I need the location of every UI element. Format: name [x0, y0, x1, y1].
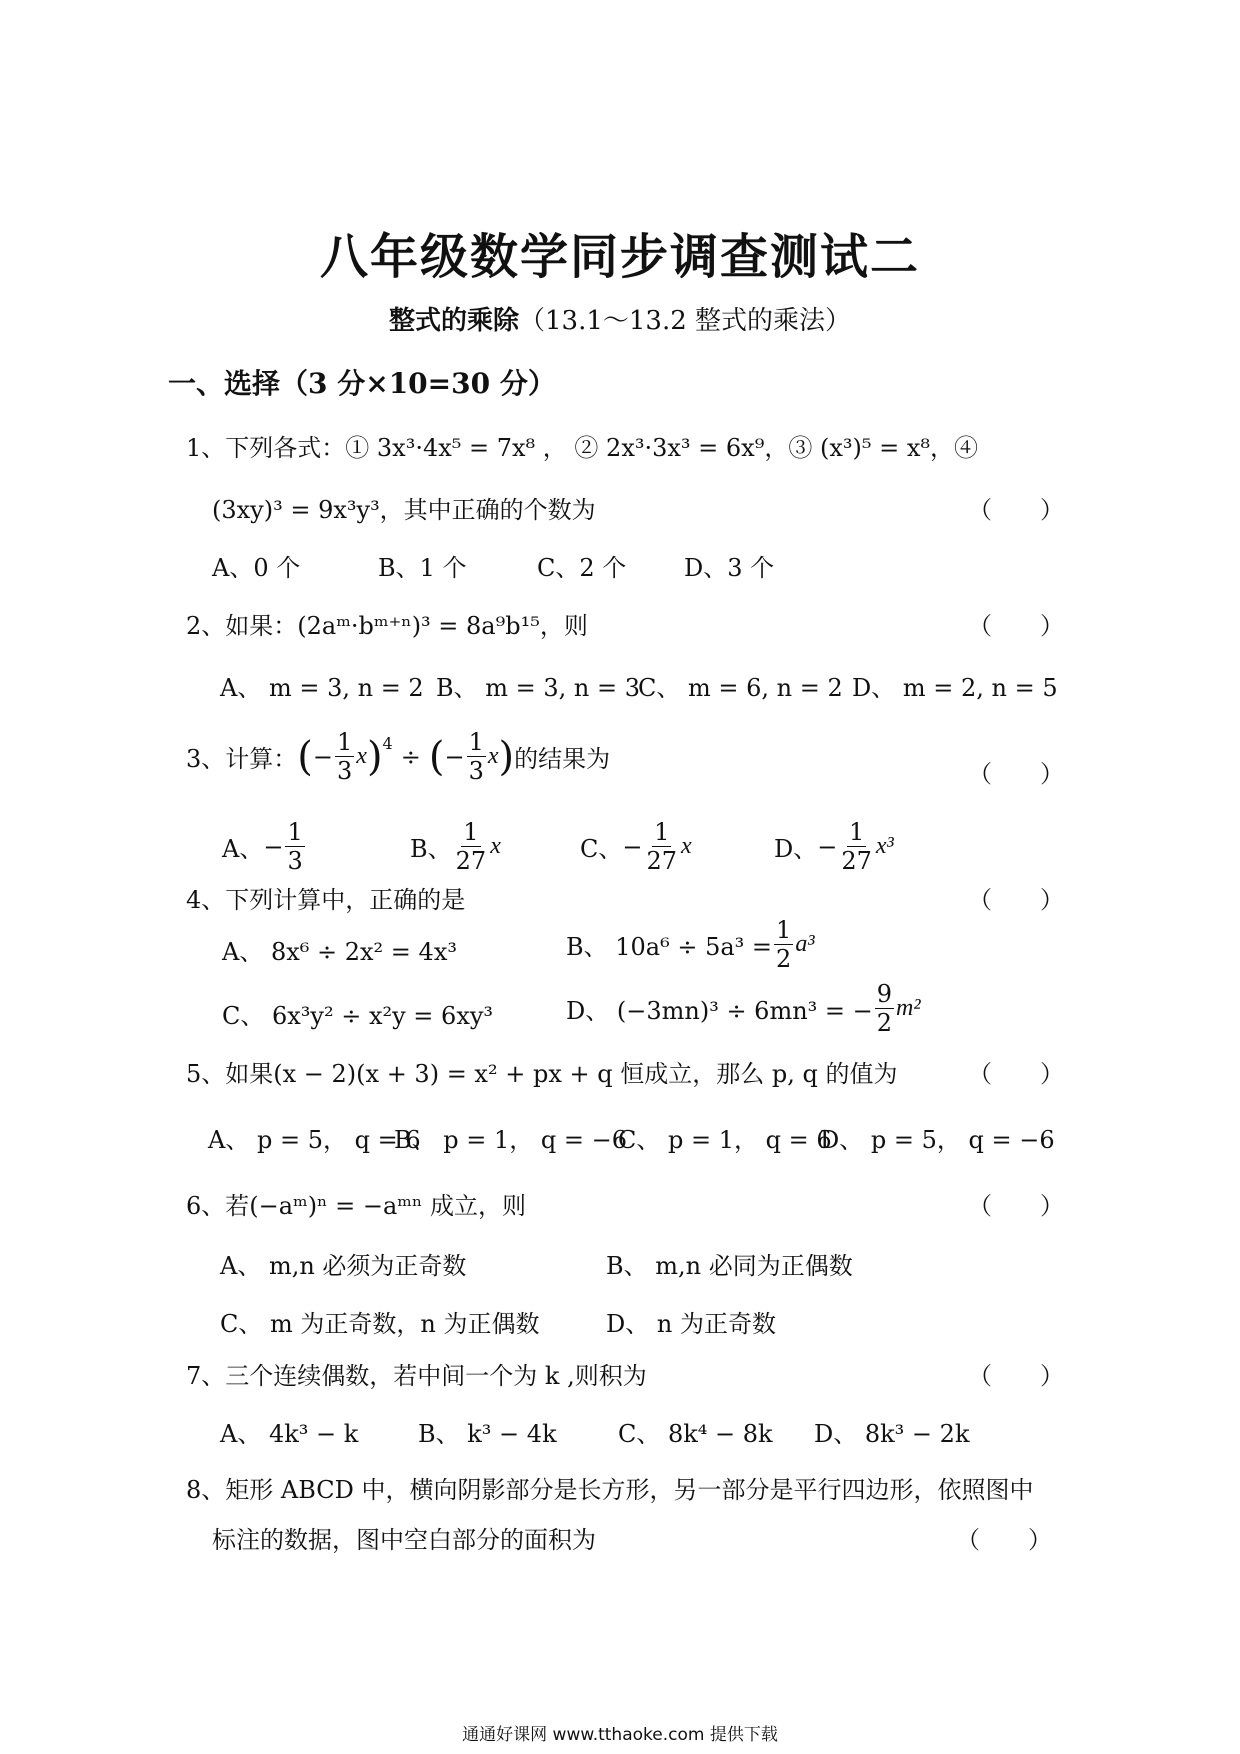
question-4-stem: 4、下列计算中，正确的是: [186, 886, 466, 914]
answer-bracket-8: （ ）: [956, 1526, 1052, 1554]
q4-b-den: 2: [776, 945, 792, 973]
q3-a-num: 1: [287, 818, 303, 846]
question-2-stem: 2、如果：(2aᵐ·bᵐ⁺ⁿ)³ = 8a⁹b¹⁵，则: [186, 612, 588, 640]
q3-d-den: 27: [841, 847, 872, 875]
q5-option-a: A、 p = 5， q = 6: [208, 1126, 421, 1154]
q4-b-num: 1: [776, 916, 792, 944]
question-6-stem: 6、若(−aᵐ)ⁿ = −aᵐⁿ 成立，则: [186, 1192, 527, 1220]
q3-b-num: 1: [463, 818, 479, 846]
q3-d-fraction: [839, 820, 874, 873]
question-7-stem: 7、三个连续偶数，若中间一个为 k ,则积为: [186, 1362, 647, 1390]
q4-option-a: A、 8x⁶ ÷ 2x² = 4x³: [222, 938, 457, 966]
answer-bracket-2: （ ）: [968, 612, 1064, 640]
question-1-line-1: 1、下列各式：① 3x³·4x⁵ = 7x⁸ ， ② 2x³·3x³ = 6x⁹，③ (x³)⁵ = x⁸，④: [186, 434, 978, 462]
answer-bracket-4: （ ）: [968, 886, 1064, 914]
q3-a-sign: −: [263, 832, 284, 861]
q3-option-c: [580, 820, 692, 873]
section-heading-choice: 一、选择（3 分×10=30 分）: [168, 367, 556, 400]
q5-option-d: D、 p = 5， q = −6: [820, 1126, 1055, 1154]
q7-option-c: C、 8k⁴ − 8k: [618, 1420, 773, 1448]
right-paren-2: ): [498, 733, 515, 780]
q3-fraction-2: [467, 730, 486, 783]
q3-suffix: 的结果为: [514, 745, 611, 773]
q4-b-fraction: [774, 918, 793, 971]
q3-b-fraction: [454, 820, 489, 873]
q3-c-fraction: [644, 820, 679, 873]
q4-d-den: 2: [876, 1009, 893, 1037]
q4-d-prefix: D、 (−3mn)³ ÷ 6mn³ = −: [566, 997, 873, 1025]
q3-c-sign: −: [622, 832, 643, 861]
q6-option-d: D、 n 为正奇数: [606, 1310, 776, 1338]
q3-var-x-1: x: [356, 743, 367, 769]
q2-option-c: C、 m = 6, n = 2: [638, 674, 843, 702]
q3-frac1-den: 3: [337, 757, 353, 785]
q2-option-b: B、 m = 3, n = 3: [436, 674, 641, 702]
q1-option-c: C、2 个: [537, 554, 627, 582]
answer-bracket-7: （ ）: [968, 1362, 1064, 1390]
question-8-line-2: 标注的数据，图中空白部分的面积为: [212, 1526, 596, 1554]
right-paren: ): [366, 733, 383, 780]
q3-frac1-num: 1: [337, 728, 353, 756]
q3-option-b: [410, 820, 501, 873]
q4-option-d: [566, 982, 921, 1035]
q3-b-den: 27: [455, 847, 487, 875]
answer-bracket-3: （ ）: [968, 760, 1064, 788]
q3-prefix: 3、计算：: [186, 745, 298, 773]
q1-option-b: B、1 个: [378, 554, 467, 582]
question-5-stem: 5、如果(x − 2)(x + 3) = x² + px + q 恒成立，那么 p, q 的值为: [186, 1060, 898, 1088]
q1-option-a: A、0 个: [212, 554, 301, 582]
q6-option-a: A、 m,n 必须为正奇数: [220, 1252, 467, 1280]
q3-c-den: 27: [646, 847, 678, 875]
q3-c-label: C、: [580, 835, 623, 863]
q2-option-d: D、 m = 2, n = 5: [852, 674, 1058, 702]
answer-bracket-5: （ ）: [968, 1060, 1064, 1088]
answer-bracket-6: （ ）: [968, 1192, 1064, 1220]
q3-d-label: D、: [774, 835, 818, 863]
q3-a-fraction: [285, 820, 304, 873]
q4-d-fraction: [875, 982, 894, 1035]
q4-b-tail: a³: [795, 931, 815, 957]
q3-c-num: 1: [654, 818, 670, 846]
q3-minus-1: −: [312, 742, 333, 771]
subtitle-rest: （13.1～13.2 整式的乘法）: [518, 306, 852, 336]
q6-option-b: B、 m,n 必同为正偶数: [606, 1252, 853, 1280]
q7-option-d: D、 8k³ − 2k: [814, 1420, 970, 1448]
q3-b-label: B、: [410, 835, 452, 863]
q5-option-b: B、 p = 1， q = −6: [394, 1126, 628, 1154]
q3-d-num: 1: [848, 818, 865, 846]
q1-option-d: D、3 个: [684, 554, 775, 582]
q4-d-num: 9: [876, 980, 893, 1008]
q3-option-a: [222, 820, 307, 873]
q4-option-c: C、 6x³y² ÷ x²y = 6xy³: [222, 1002, 494, 1030]
q3-minus-2: −: [444, 742, 465, 771]
q3-c-tail: x: [681, 833, 692, 859]
q3-fraction-1: [335, 730, 354, 783]
q4-b-prefix: B、 10a⁶ ÷ 5a³ =: [566, 933, 773, 961]
question-1-line-2: (3xy)³ = 9x³y³，其中正确的个数为: [212, 496, 596, 524]
answer-bracket-1: （ ）: [968, 496, 1064, 524]
q4-option-b: [566, 918, 815, 971]
q7-option-b: B、 k³ − 4k: [418, 1420, 557, 1448]
q4-d-tail: m²: [896, 995, 921, 1021]
q6-option-c: C、 m 为正奇数，n 为正偶数: [220, 1310, 540, 1338]
q3-b-tail: x: [490, 833, 501, 859]
left-paren: (: [297, 733, 313, 780]
q3-var-x-2: x: [487, 743, 499, 769]
q3-d-sign: −: [817, 832, 838, 861]
left-paren-2: (: [428, 733, 445, 780]
question-3-stem: [186, 730, 610, 783]
page-title: 八年级数学同步调查测试二: [319, 229, 920, 285]
q3-a-den: 3: [287, 847, 303, 875]
q7-option-a: A、 4k³ − k: [220, 1420, 359, 1448]
q3-option-d: [774, 820, 894, 873]
q3-d-tail: x³: [875, 833, 894, 859]
q2-option-a: A、 m = 3, n = 2: [220, 674, 424, 702]
footer-source: 通通好课网 www.tthaoke.com 提供下载: [462, 1725, 778, 1745]
q3-divide-sign: ÷: [400, 742, 421, 771]
q3-frac2-num: 1: [468, 728, 484, 756]
page-subtitle: [0, 300, 1240, 337]
q3-exponent: 4: [382, 734, 393, 753]
q3-frac2-den: 3: [468, 757, 484, 785]
q5-option-c: C、 p = 1， q = 6: [618, 1126, 832, 1154]
question-8-line-1: 8、矩形 ABCD 中，横向阴影部分是长方形，另一部分是平行四边形，依照图中: [186, 1476, 1034, 1504]
q3-a-label: A、: [222, 835, 264, 863]
subtitle-bold: 整式的乘除: [388, 306, 519, 336]
